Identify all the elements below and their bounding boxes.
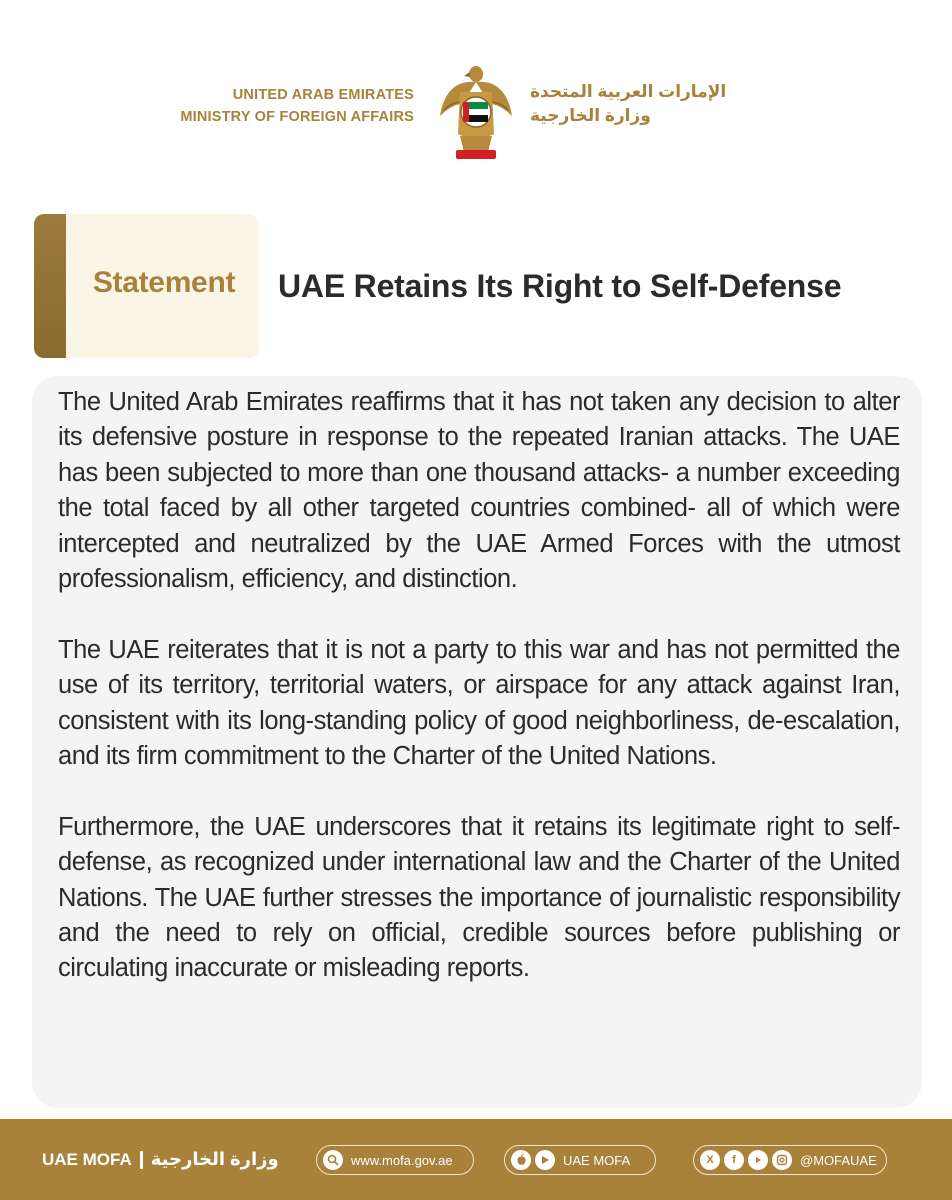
country-name-ar: الإمارات العربية المتحدة — [530, 82, 727, 101]
country-name-en: UNITED ARAB EMIRATES — [232, 87, 414, 103]
ministry-name-english — [180, 84, 414, 128]
footer-brand-ar: وزارة الخارجية — [150, 1149, 279, 1169]
footer — [0, 1119, 952, 1200]
footer-brand — [42, 1149, 279, 1170]
social-handle: @MOFAUAE — [800, 1152, 877, 1168]
statement-label-box — [34, 214, 259, 358]
website-link[interactable] — [316, 1145, 474, 1175]
footer-brand-separator — [140, 1151, 143, 1169]
google-play-icon — [535, 1150, 555, 1170]
youtube-icon[interactable] — [748, 1150, 768, 1170]
website-url: www.mofa.gov.ae — [351, 1152, 453, 1168]
statement-body — [32, 376, 922, 1108]
x-icon[interactable]: X — [700, 1150, 720, 1170]
footer-brand-en: UAE MOFA — [42, 1149, 132, 1169]
header — [0, 62, 952, 172]
app-link[interactable] — [504, 1145, 656, 1175]
paragraph-3: Furthermore, the UAE underscores that it retains its legitimate right to self-defense, as recognized under international law and the Charter of the United Nations. The UAE further stresses the importance of journalistic responsibility and the need to rely on official, credible sources before publishing or circulating inaccurate or misleading reports. — [58, 812, 900, 983]
instagram-icon[interactable] — [772, 1150, 792, 1170]
statement-label: Statement — [92, 266, 236, 299]
apple-icon — [511, 1150, 531, 1170]
paragraph-1: The United Arab Emirates reaffirms that it has not taken any decision to alter its defensive posture in response to the repeated Iranian attacks. The UAE has been subjected to more than one thousand attacks- a number exceeding the total faced by all other targeted countries combined- all of which were intercepted and neutralized by the UAE Armed Forces with the utmost professionalism, efficiency, and distinction. — [58, 388, 900, 594]
search-icon — [323, 1150, 343, 1170]
paragraph-2: The UAE reiterates that it is not a party to this war and has not permitted the use of its territory, territorial waters, or airspace for any attack against Iran, consistent with its long-standing policy of good neighborliness, de-escalation, and its firm commitment to the Charter of the United Nations. — [58, 635, 900, 771]
ministry-name-ar: وزارة الخارجية — [530, 106, 651, 125]
facebook-icon[interactable]: f — [724, 1150, 744, 1170]
app-name: UAE MOFA — [563, 1152, 631, 1168]
ministry-name-en: MINISTRY OF FOREIGN AFFAIRS — [180, 109, 414, 125]
uae-emblem-icon — [436, 64, 516, 162]
ministry-name-arabic — [530, 80, 726, 128]
statement-accent-bar — [34, 214, 66, 358]
social-links[interactable] — [693, 1145, 887, 1175]
page-title: UAE Retains Its Right to Self-Defense — [278, 268, 842, 304]
